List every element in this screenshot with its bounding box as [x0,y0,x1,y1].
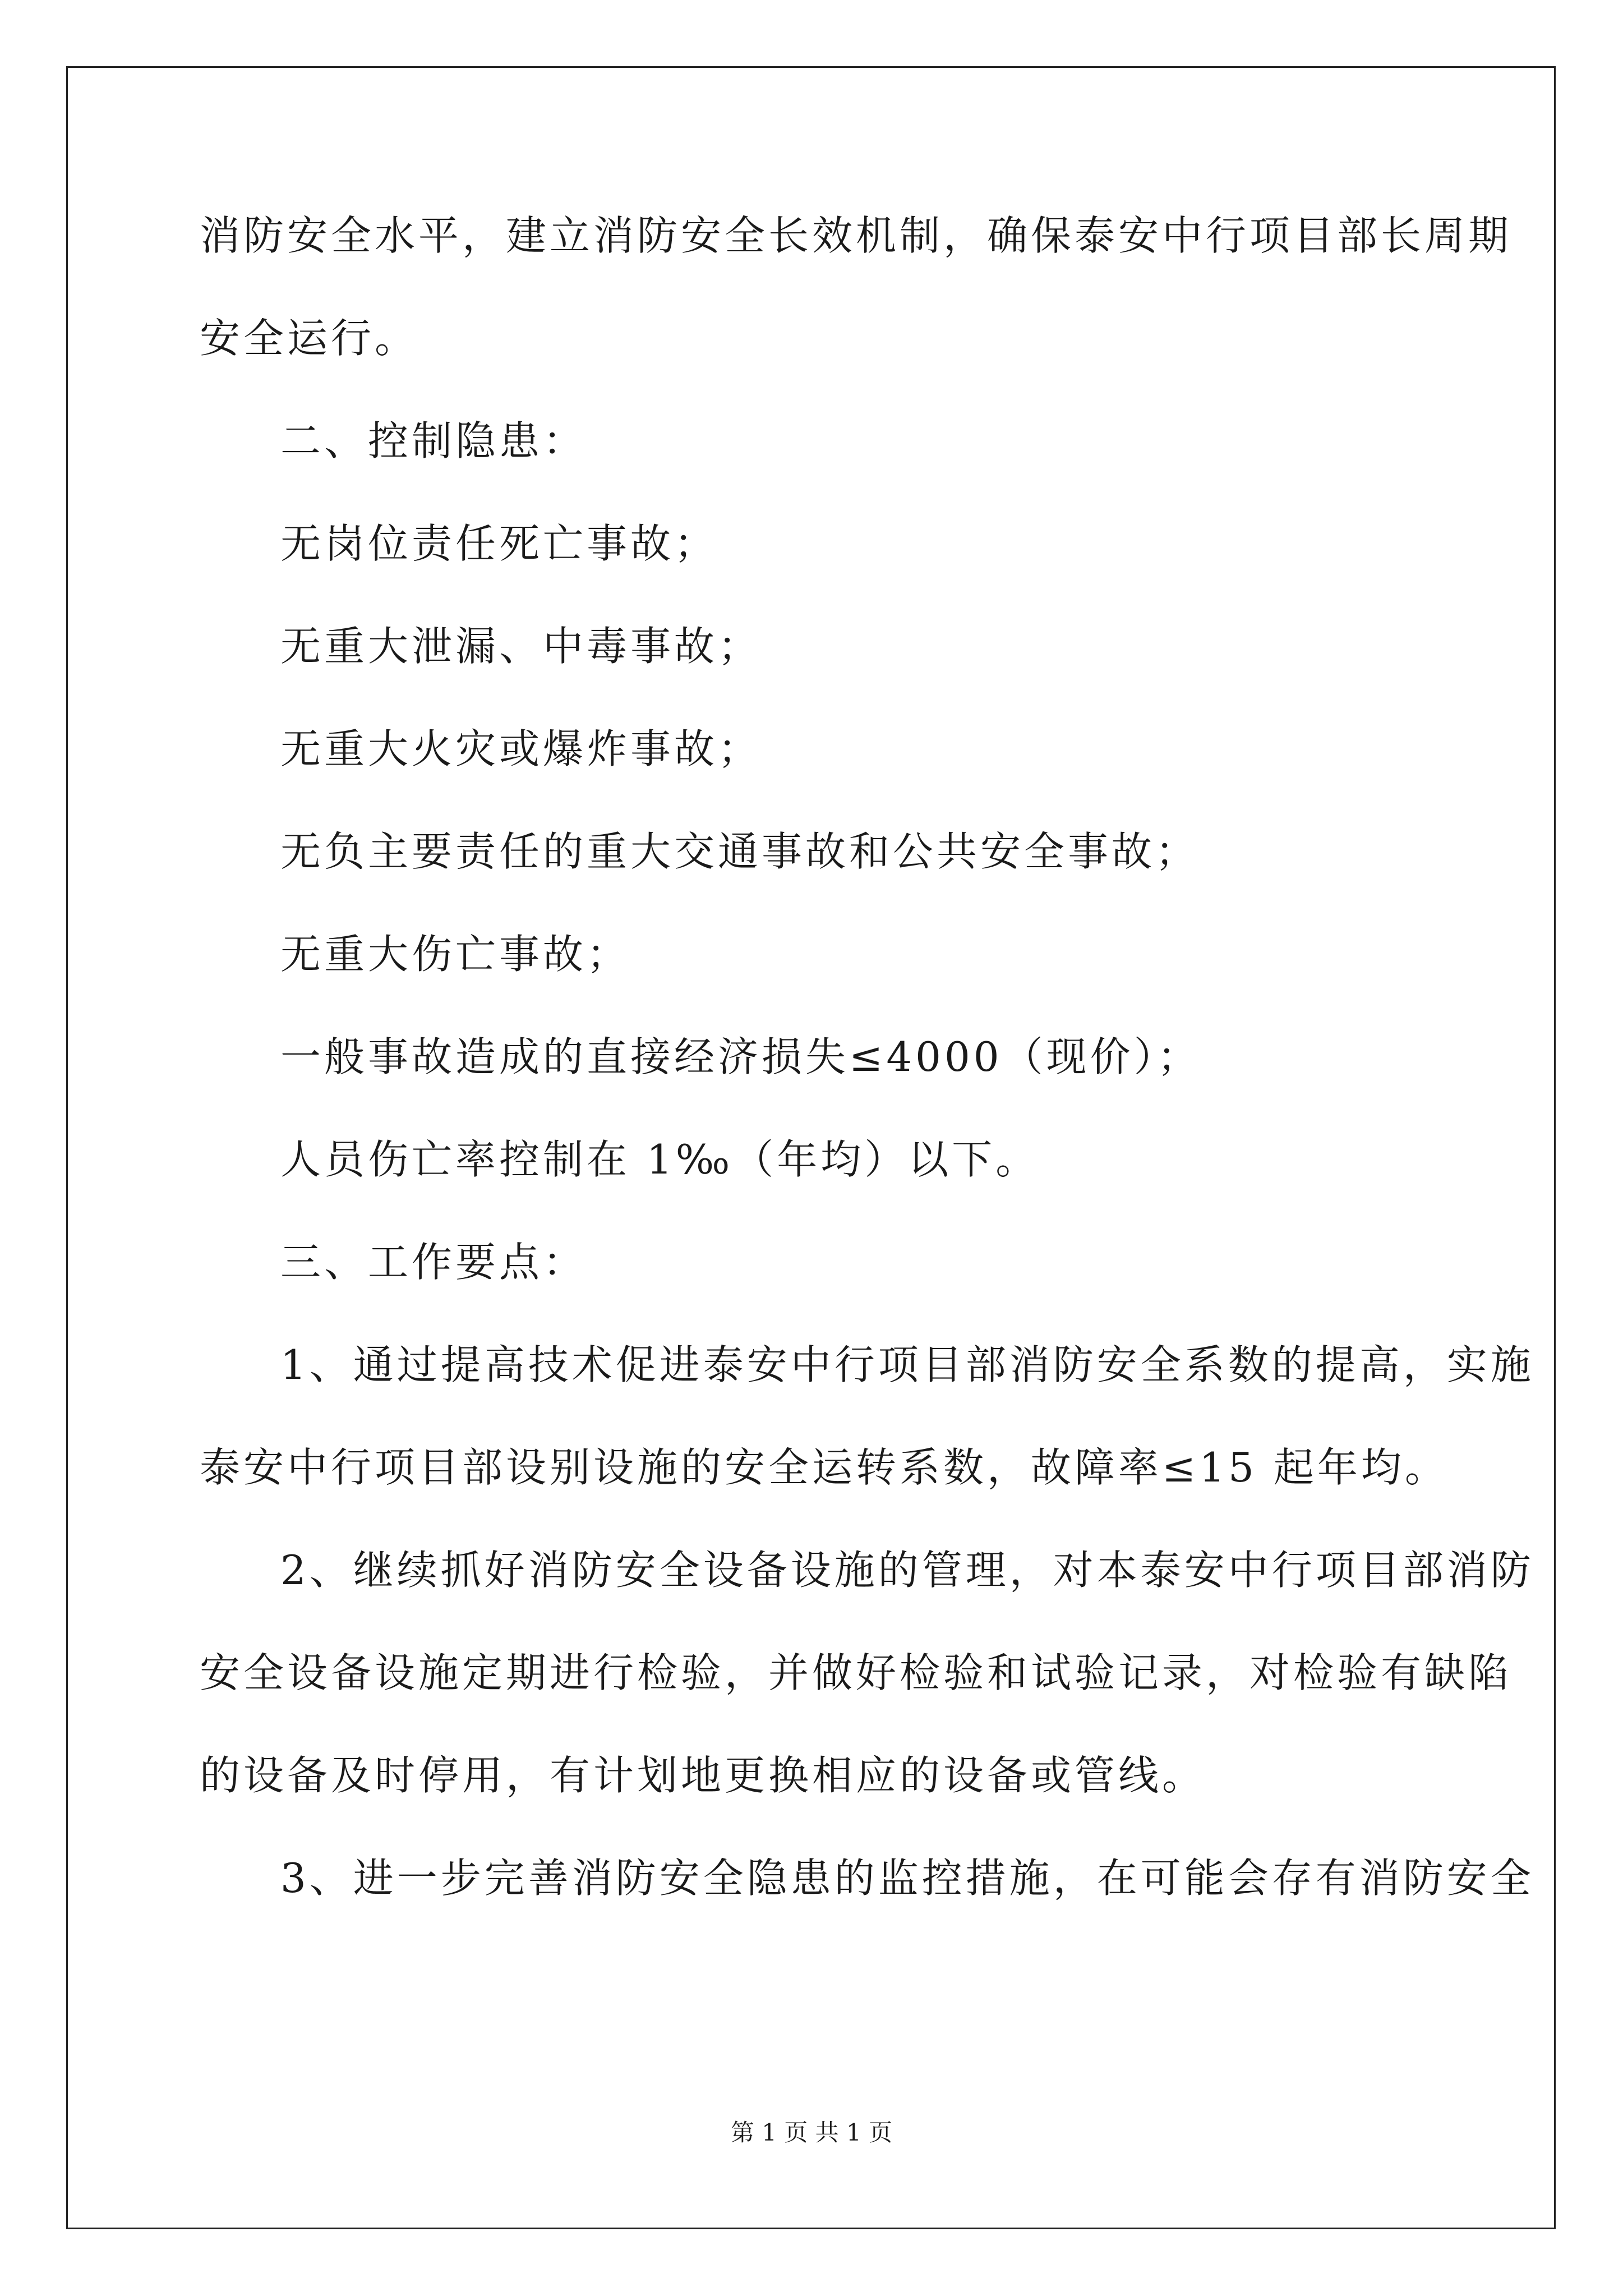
text-line: 1、通过提高技术促进泰安中行项目部消防安全系数的提高，实施 [280,1341,1534,1388]
list-item: 无重大伤亡事故； [280,931,631,978]
list-item: 无负主要责任的重大交通事故和公共安全事故； [280,828,1200,875]
text-line: 泰安中行项目部设别设施的安全运转系数，故障率≤15 起年均。 [200,1444,1449,1491]
text-line: 3、进一步完善消防安全隐患的监控措施，在可能会存有消防安全 [280,1855,1534,1902]
list-item: 一般事故造成的直接经济损失≤4000（现价）； [280,1033,1201,1080]
text-line: 安全运行。 [200,315,419,362]
list-item: 无重大火灾或爆炸事故； [280,725,762,772]
text-line: 消防安全水平，建立消防安全长效机制，确保泰安中行项目部长周期 [200,212,1513,259]
section-heading: 三、工作要点： [280,1239,587,1286]
section-heading: 二、控制隐患： [280,417,587,464]
list-item: 人员伤亡率控制在 1‰（年均）以下。 [280,1136,1040,1183]
text-line: 的设备及时停用，有计划地更换相应的设备或管线。 [200,1752,1206,1799]
text-line: 安全设备设施定期进行检验，并做好检验和试验记录，对检验有缺陷 [200,1649,1513,1696]
page-footer: 第 1 页 共 1 页 [730,2119,893,2146]
list-item: 无重大泄漏、中毒事故； [280,623,762,670]
list-item: 无岗位责任死亡事故； [280,520,718,567]
text-line: 2、继续抓好消防安全设备设施的管理，对本泰安中行项目部消防 [280,1547,1534,1594]
